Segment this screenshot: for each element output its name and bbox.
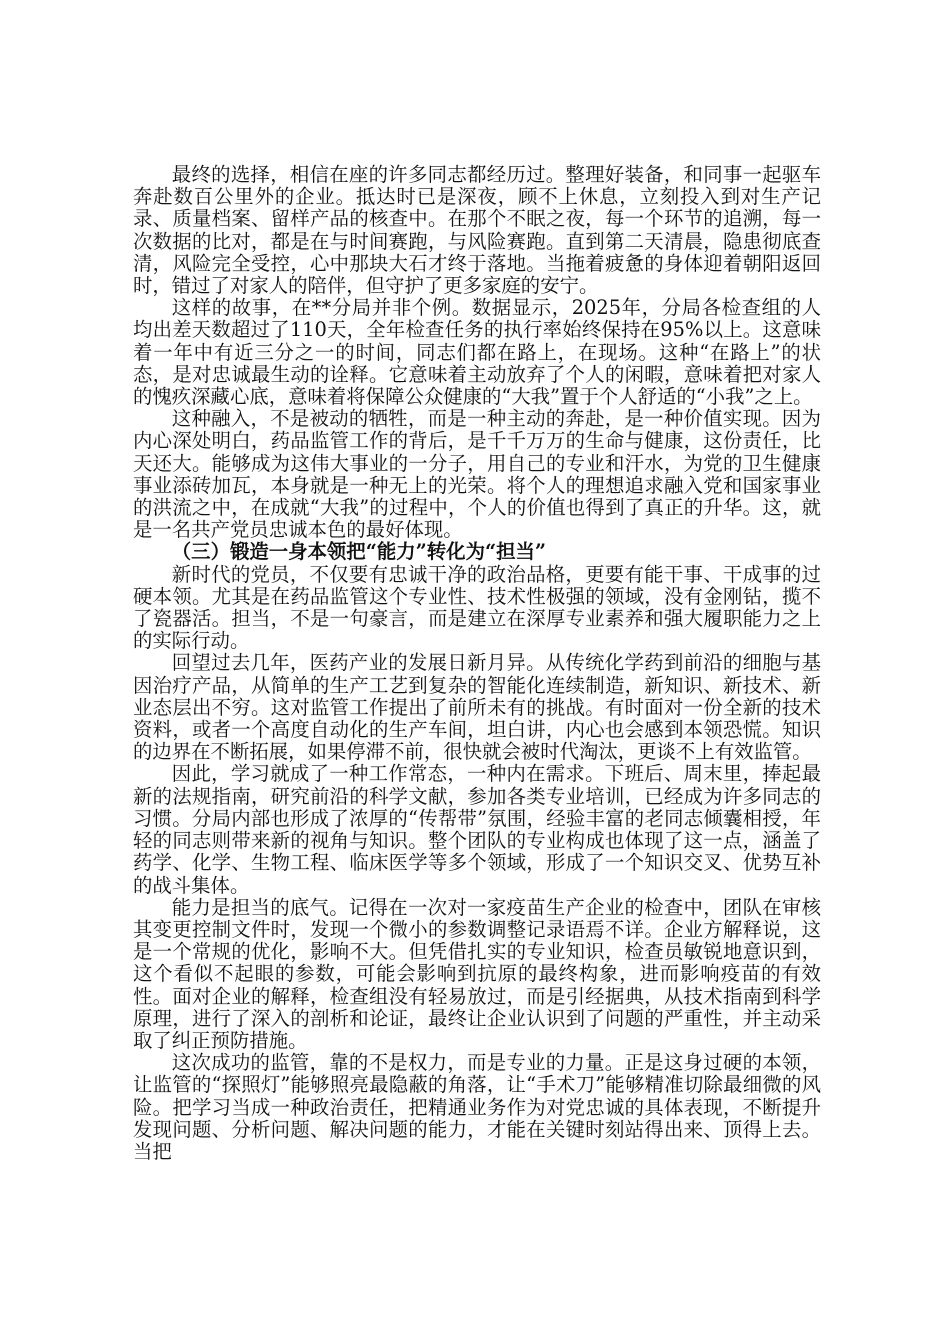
- paragraph: 最终的选择，相信在座的许多同志都经历过。整理好装备，和同事一起驱车奔赴数百公里外的企业。抵达时已是深夜，顾不上休息，立刻投入到对生产记录、质量档案、留样产品的核查中。在那个不眠之夜，每一个环节的追溯，每一次数据的比对，都是在与时间赛跑，与风险赛跑。直到第二天清晨，隐患彻底查清，风险完全受控，心中那块大石才终于落地。当拖着疲惫的身体迎着朝阳返回时，错过了对家人的陪伴，但守护了更多家庭的安宁。: [133, 163, 821, 298]
- paragraph: 能力是担当的底气。记得在一次对一家疫苗生产企业的检查中，团队在审核其变更控制文件时，发现一个微小的参数调整记录语焉不详。企业方解释说，这是一个常规的优化，影响不大。但凭借扎实的专业知识，检查员敏锐地意识到，这个看似不起眼的参数，可能会影响到抗原的最终构象，进而影响疫苗的有效性。面对企业的解释，检查组没有轻易放过，而是引经据典，从技术指南到科学原理，进行了深入的剖析和论证，最终让企业认识到了问题的严重性，并主动采取了纠正预防措施。: [133, 895, 821, 1052]
- paragraph: 这次成功的监管，靠的不是权力，而是专业的力量。正是这身过硬的本领，让监管的“探照灯”能够照亮最隐蔽的角落，让“手术刀”能够精准切除最细微的风险。把学习当成一种政治责任，把精通业务作为对党忠诚的具体表现，不断提升发现问题、分析问题、解决问题的能力，才能在关键时刻站得出来、顶得上去。当把: [133, 1051, 821, 1163]
- paragraph: 这种融入，不是被动的牺牲，而是一种主动的奔赴，是一种价值实现。因为内心深处明白，药品监管工作的背后，是千千万万的生命与健康，这份责任，比天还大。能够成为这伟大事业的一分子，用自己的专业和汗水，为党的卫生健康事业添砖加瓦，本身就是一种无上的光荣。将个人的理想追求融入党和国家事业的洪流之中，在成就“大我”的过程中，个人的价值也得到了真正的升华。这，就是一名共产党员忠诚本色的最好体现。: [133, 407, 821, 542]
- paragraph: 新时代的党员，不仅要有忠诚干净的政治品格，更要有能干事、干成事的过硬本领。尤其是在药品监管这个专业性、技术性极强的领域，没有金刚钻，揽不了瓷器活。担当，不是一句豪言，而是建立在深厚专业素养和强大履职能力之上的实际行动。: [133, 562, 821, 653]
- paragraph: 回望过去几年，医药产业的发展日新月异。从传统化学药到前沿的细胞与基因治疗产品，从简单的生产工艺到复杂的智能化连续制造，新知识、新技术、新业态层出不穷。这对监管工作提出了前所未有的挑战。有时面对一份全新的技术资料，或者一个高度自动化的生产车间，坦白讲，内心也会感到本领恐慌。知识的边界在不断拓展，如果停滞不前，很快就会被时代淘汰，更谈不上有效监管。: [133, 651, 821, 764]
- paragraph: 因此，学习就成了一种工作常态，一种内在需求。下班后、周末里，捧起最新的法规指南，研究前沿的科学文献，参加各类专业培训，已经成为许多同志的习惯。分局内部也形成了浓厚的“传帮带”氛围，经验丰富的老同志倾囊相授，年轻的同志则带来新的视角与知识。整个团队的专业构成也体现了这一点，涵盖了药学、化学、生物工程、临床医学等多个领域，形成了一个知识交叉、优势互补的战斗集体。: [133, 762, 821, 897]
- paragraph: 这样的故事，在**分局并非个例。数据显示，2025年，分局各检查组的人均出差天数超过了110天，全年检查任务的执行率始终保持在95%以上。这意味着一年中有近三分之一的时间，同志们都在路上，在现场。这种“在路上”的状态，是对忠诚最生动的诠释。它意味着主动放弃了个人的闲暇，意味着把对家人的愧疚深藏心底，意味着将保障公众健康的“大我”置于个人舒适的“小我”之上。: [133, 296, 821, 409]
- section-heading: （三）锻造一身本领把“能力”转化为“担当”: [171, 540, 547, 564]
- document-body: [133, 164, 821, 1163]
